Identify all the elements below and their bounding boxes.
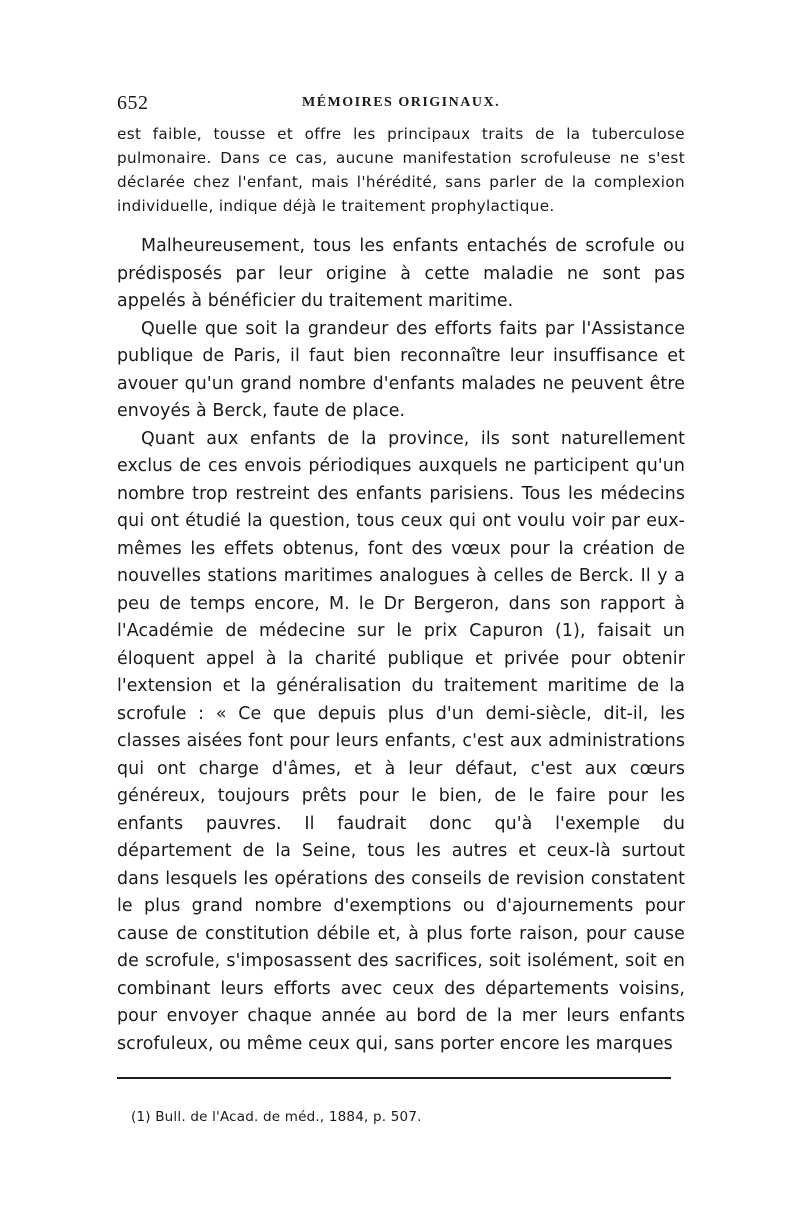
paragraph-province: Quant aux enfants de la province, ils sont naturellement exclus de ces envois périodiques auxquels ne participent qu'un nombre trop restreint des enfants parisiens. Tous les médecins qui ont étudié la question, tous ceux qui ont voulu voir par eux-mêmes les effets obtenus, font des vœux pour la création de nouvelles stations maritimes analogues à celles de Berck. Il y a peu de temps encore, M. le Dr Bergeron, dans son rapport à l'Académie de médecine sur le prix Capuron (1), faisait un éloquent appel à la charité publique et privée pour obtenir l'extension et la généralisation du traitement maritime de la scrofule : « Ce que depuis plus d'un demi-siècle, dit-il, les classes aisées font pour leurs enfants, c'est aux administrations qui ont charge d'âmes, et à leur défaut, c'est aux cœurs généreux, toujours prêts pour le bien, de le faire pour les enfants pauvres. Il faudrait donc qu'à l'exemple du département de la Seine, tous les autres et ceux-là surtout dans lesquels les opérations des conseils de revision constatent le plus grand nombre d'exemptions ou d'ajournements pour cause de constitution débile et, à plus forte raison, pour cause de scrofule, s'imposassent des sacrifices, soit isolément, soit en combinant leurs efforts avec ceux des départements voisins, pour envoyer chaque année au bord de la mer leurs enfants scrofuleux, ou même ceux qui, sans porter encore les marques	[117, 428, 685, 1054]
page	[117, 92, 685, 1125]
paragraph-malheureusement: Malheureusement, tous les enfants entachés de scrofule ou prédisposés par leur origine à cette maladie ne sont pas appelés à bénéficier du traitement maritime.	[117, 236, 685, 311]
footnote-rule	[117, 1077, 671, 1079]
paragraph-assistance-publique: Quelle que soit la grandeur des efforts faits par l'Assistance publique de Paris, il faut bien reconnaître leur insuffisance et avouer qu'un grand nombre d'enfants malades ne peuvent être envoyés à Berck, faute de place.	[117, 318, 685, 421]
page-number: 652	[117, 92, 149, 114]
footnote: (1) Bull. de l'Acad. de méd., 1884, p. 507.	[131, 1109, 422, 1125]
page-header	[117, 92, 685, 122]
running-title: MÉMOIRES ORIGINAUX.	[302, 95, 501, 110]
paragraph-continued-small: est faible, tousse et offre les principaux traits de la tuberculose pulmonaire. Dans ce cas, aucune manifestation scrofuleuse ne s'est déclarée chez l'enfant, mais l'hérédité, sans parler de la complexion individuelle, indique déjà le traitement prophylactique.	[117, 125, 685, 215]
